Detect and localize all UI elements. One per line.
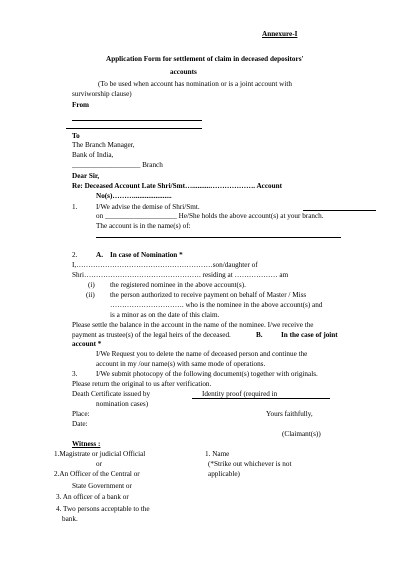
item1-account-holder-line (96, 237, 341, 238)
item2-number: 2. (72, 251, 78, 259)
to-line-3: ___________________ Branch (72, 161, 163, 169)
subtitle-line2: surviworship clause) (72, 90, 132, 98)
identity-proof-label: Identity proof (required in (202, 390, 278, 398)
item2-sub-ii-marker: (ii) (86, 291, 95, 299)
strike-note-line2: applicable) (208, 470, 240, 478)
place-label: Place: (72, 410, 90, 418)
witness-item-or: or (96, 460, 102, 468)
item3-number: 3. (72, 370, 78, 378)
to-label: To (72, 132, 80, 140)
item2-line-shri: Shri…………………………………………. residing at ……………… am (72, 271, 289, 279)
witness-item-2b: State Government or (72, 482, 132, 490)
form-title-line2: accounts (170, 68, 197, 76)
nomination-cases-label: nomination cases) (96, 400, 149, 408)
b-heading2: account * (72, 340, 102, 348)
item2-sub-i-text: the registered nominee in the above account(s). (110, 281, 246, 289)
item1-line1: I/We advise the demise of Shri/Smt. (96, 203, 200, 211)
claimant-label: (Claimant(s)) (282, 430, 321, 438)
witness-item-4b: bank. (62, 515, 78, 523)
item2-letter: A. (96, 251, 103, 259)
item2-line-i: I,…………………………………………………son/daughter of (72, 261, 258, 269)
form-title-line1: Application Form for settlement of claim in deceased depositors' (106, 55, 304, 63)
re-line-1: Re: Deceased Account Late Shri/Smt…..........………………. Account (72, 182, 283, 190)
annexure-label: Annexure-I (262, 30, 298, 38)
witness-item-3: 3. An officer of a bank or (56, 493, 129, 501)
item2-sub-ii-text2: …………………………. who is the nominee in the above account(s) and (110, 301, 323, 309)
request-line1: I/We Request you to delete the name of deceased person and continue the (96, 350, 308, 358)
to-line-2: Bank of India, (72, 151, 114, 159)
subtitle-line1: (To be used when account has nomination or is a joint account with (98, 80, 292, 88)
identity-proof-underline-2 (258, 398, 330, 399)
b-label: B. (256, 331, 263, 339)
from-line-2 (66, 128, 202, 129)
item1-number: 1. (72, 203, 78, 211)
settle-line1: Please settle the balance in the account in the name of the nominee. I/we receive the (72, 321, 314, 329)
b-heading: In the case of joint (281, 331, 338, 339)
date-label: Date: (72, 420, 88, 428)
from-line-1 (72, 120, 202, 121)
settle-line2: payment as trustee(s) of the legal heirs of the deceased. (72, 331, 231, 339)
item3-text: I/We submit photocopy of the following document(s) together with originals. (96, 370, 318, 378)
item1-line3: The account is in the name(s) of: (96, 222, 191, 230)
witness-heading: Witness : (72, 440, 101, 448)
death-certificate-label: Death Certificate issued by (72, 390, 151, 398)
witness-item-4: 4. Two persons acceptable to the (56, 505, 150, 513)
item1-line2: on ____________________ He/She holds the above account(s) at your branch. (96, 212, 324, 220)
request-line2: account in my /our name(s) with same mode of operations. (96, 360, 266, 368)
item3-line2: Please return the original to us after verification. (72, 380, 212, 388)
from-label: From (72, 101, 90, 109)
name-item: 1. Name (205, 450, 230, 458)
item2-sub-ii-text1: the person authorized to receive payment on behalf of Master / Miss (110, 291, 307, 299)
yours-faithfully: Yours faithfully, (266, 410, 313, 418)
re-line-2: No(s)………..................... (96, 192, 172, 200)
item2-sub-ii-text3: is a minor as on the date of this claim. (110, 311, 220, 319)
item2-heading: In case of Nomination * (110, 251, 183, 259)
salutation: Dear Sir, (72, 172, 100, 180)
witness-item-1: 1.Magistrate or judicial Official (54, 450, 146, 458)
item1-name-line (303, 210, 376, 211)
to-line-1: The Branch Manager, (72, 141, 135, 149)
witness-item-2: 2.An Officer of the Central or (54, 470, 140, 478)
item2-sub-i-marker: (i) (88, 281, 95, 289)
strike-note-line1: (*Strike out whichever is not (208, 460, 292, 468)
identity-proof-underline (192, 398, 260, 399)
